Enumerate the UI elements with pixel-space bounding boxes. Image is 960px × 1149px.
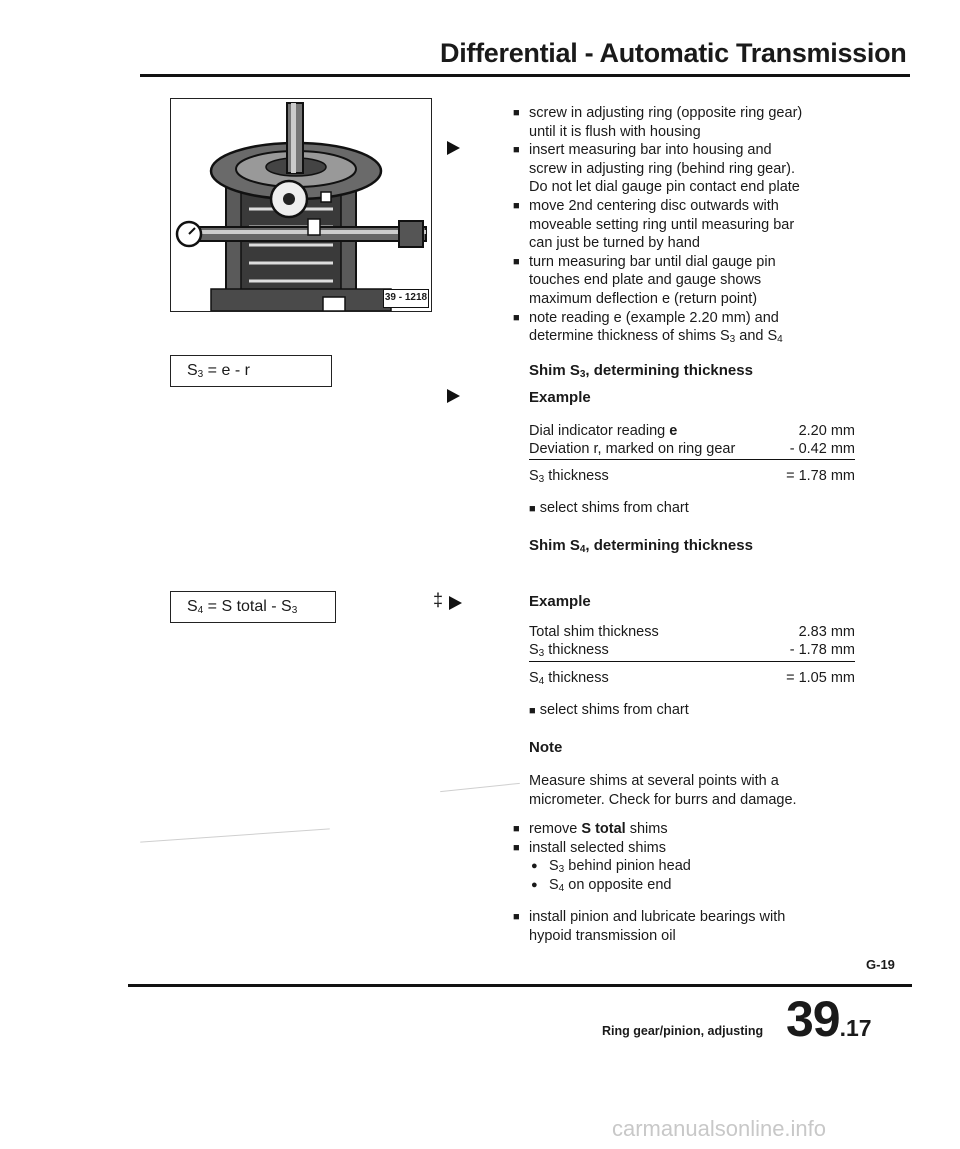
page-title: Differential - Automatic Transmission: [440, 38, 907, 68]
s4-row2-label: S: [529, 642, 539, 658]
s4-formula-box: [170, 591, 336, 623]
s3-row1-value: 2.20 mm: [798, 423, 855, 439]
sub1-sub: 3: [558, 864, 565, 876]
last-line-1: install pinion and lubricate bearings with: [529, 909, 786, 926]
s3-bullet-text: select shims from chart: [539, 500, 689, 516]
step-text: and S: [739, 328, 778, 345]
install-text: install selected shims: [529, 839, 666, 856]
last-line-2: hypoid transmission oil: [529, 927, 676, 944]
bullet-icon: ■: [513, 144, 520, 157]
s4-row-total: [529, 624, 855, 640]
dot-bullet-icon: ●: [531, 860, 538, 873]
footer-rule: [128, 984, 912, 987]
step-text: screw in adjusting ring (opposite ring gear): [529, 105, 803, 121]
s3-result-value: = 1.78 mm: [786, 468, 855, 484]
s3-heading-rest: , determining thickness: [585, 362, 753, 379]
page-number-main: 39: [786, 991, 840, 1047]
step-text: can just be turned by hand: [529, 235, 700, 252]
sub2-sub: 4: [558, 882, 565, 894]
s4-row2-value: - 1.78 mm: [789, 642, 855, 658]
remove-post: shims: [625, 821, 668, 837]
steps-list: [513, 104, 802, 346]
sub1-pre: S: [549, 858, 559, 875]
s4-row-s3: [529, 642, 855, 662]
s4-bullet-text: select shims from chart: [539, 702, 689, 718]
step-text: determine thickness of shims S: [529, 328, 730, 345]
sub2-pre: S: [549, 876, 559, 893]
s3-row-result: [529, 468, 855, 485]
remove-bold: S total: [581, 821, 626, 837]
scan-smudge: [440, 783, 520, 792]
s3-row2-label: Deviation r, marked on ring gear: [529, 441, 736, 457]
remove-pre: remove: [529, 821, 582, 837]
s4-result-label: S: [529, 670, 539, 686]
s3-heading-text: Shim S: [529, 362, 580, 379]
s3-formula-lhs: S: [187, 362, 198, 379]
step-text: touches end plate and gauge shows: [529, 272, 762, 289]
final-steps: [513, 820, 785, 946]
footer-section-label: Ring gear/pinion, adjusting: [602, 1024, 764, 1038]
bullet-icon: ■: [529, 503, 536, 515]
step-text: screw in adjusting ring (behind ring gear).: [529, 160, 795, 177]
bullet-icon: ■: [529, 705, 536, 717]
s4-formula-mid: = S total - S: [203, 598, 292, 615]
step-text: maximum deflection e (return point): [529, 290, 758, 307]
bullet-icon: ■: [513, 311, 520, 324]
step-sub: 3: [729, 334, 736, 346]
s3-row-deviation: [529, 441, 855, 460]
page-code: G-19: [866, 957, 895, 972]
step-text: until it is flush with housing: [529, 123, 701, 140]
s3-formula-lhs-sub: 3: [197, 369, 204, 380]
s3-result-label-rest: thickness: [544, 468, 609, 484]
bullet-icon: ■: [513, 107, 520, 119]
s3-row1-var: e: [669, 423, 678, 439]
s3-result-sub: 3: [538, 474, 545, 485]
s4-example-label: Example: [529, 593, 591, 610]
s4-result-label-rest: thickness: [544, 670, 609, 686]
s3-formula-box: [170, 355, 332, 387]
bullet-icon: ■: [513, 911, 520, 924]
step-text: note reading e (example 2.20 mm) and: [529, 309, 779, 326]
s3-example-label: Example: [529, 389, 591, 406]
s3-row1-label: Dial indicator reading: [529, 423, 666, 439]
step-text: Do not let dial gauge pin contact end plate: [529, 179, 800, 196]
note-line-2: micrometer. Check for burrs and damage.: [529, 792, 797, 808]
note-heading: Note: [529, 739, 563, 756]
s4-row1-value: 2.83 mm: [798, 624, 855, 640]
step-text: insert measuring bar into housing and: [529, 142, 772, 159]
page-number-sub: .17: [839, 1015, 872, 1041]
arrow-pointer-icon: [449, 596, 462, 610]
s4-formula-lhs-sub: 4: [197, 605, 204, 616]
sub1-post: behind pinion head: [564, 858, 691, 875]
step-text: turn measuring bar until dial gauge pin: [529, 253, 776, 270]
bullet-icon: ■: [513, 199, 520, 212]
s4-heading-rest: , determining thickness: [585, 537, 753, 554]
s4-heading: [529, 537, 753, 555]
s3-result-label: S: [529, 468, 539, 484]
figure-code: 39 - 1218: [383, 289, 429, 308]
s3-row-dial: [529, 423, 855, 439]
sub2-post: on opposite end: [564, 876, 672, 893]
transmission-illustration: [170, 98, 432, 312]
margin-mark: ‡: [433, 590, 444, 610]
watermark: carmanualsonline.info: [612, 1116, 827, 1141]
s3-heading: [529, 362, 753, 380]
s4-heading-text: Shim S: [529, 537, 580, 554]
s4-result-sub: 4: [538, 676, 545, 687]
s4-row-result: [529, 670, 855, 687]
s4-row2-sub: 3: [538, 648, 545, 659]
illustration-drawing: [171, 99, 431, 311]
bullet-icon: ■: [513, 841, 520, 854]
s4-heading-sub: 4: [579, 544, 586, 555]
s4-formula-mid-sub: 3: [291, 605, 298, 616]
s4-row1-label: Total shim thickness: [529, 624, 659, 640]
arrow-pointer-icon: [447, 141, 460, 155]
dot-bullet-icon: ●: [531, 878, 538, 891]
s4-bullet: [529, 701, 689, 721]
s3-formula-rhs: = e - r: [203, 362, 250, 379]
s4-row2-label-rest: thickness: [544, 642, 609, 658]
s3-bullet: [529, 499, 689, 519]
bullet-icon: ■: [513, 823, 520, 835]
s4-formula-lhs: S: [187, 598, 198, 615]
header-rule: [140, 74, 910, 77]
bullet-icon: ■: [513, 255, 520, 268]
scan-smudge: [140, 828, 330, 842]
step-text: moveable setting ring until measuring bar: [529, 216, 795, 233]
note-line-1: Measure shims at several points with a: [529, 773, 779, 789]
arrow-pointer-icon: [447, 389, 460, 403]
step-text: move 2nd centering disc outwards with: [529, 197, 779, 214]
s4-result-value: = 1.05 mm: [786, 670, 855, 686]
s3-heading-sub: 3: [579, 369, 586, 380]
page-number: [786, 990, 872, 1048]
s3-row2-value: - 0.42 mm: [789, 441, 855, 457]
step-sub: 4: [777, 334, 783, 346]
